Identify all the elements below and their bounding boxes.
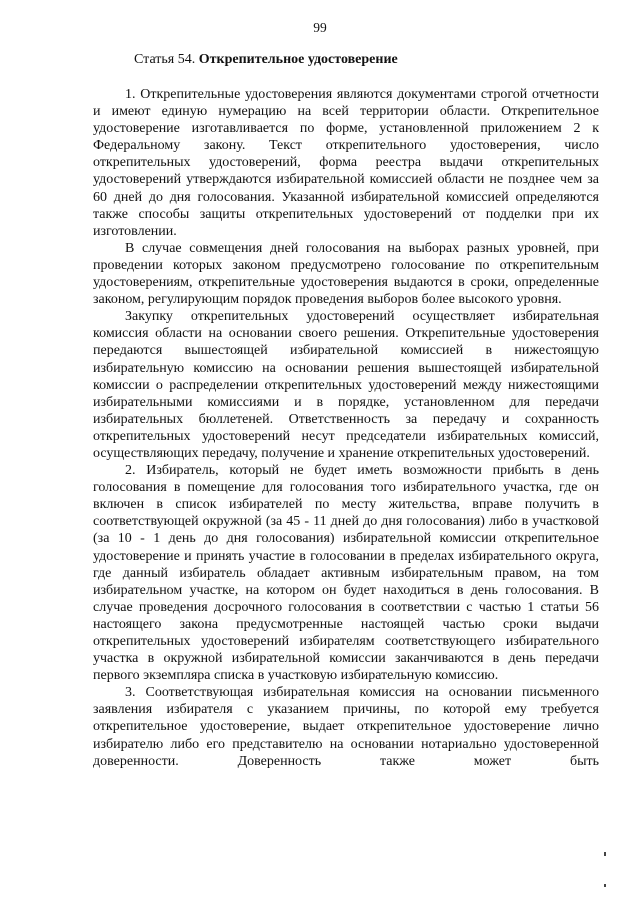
article-title: Открепительное удостоверение bbox=[198, 52, 398, 67]
article-label: Статья 54. bbox=[134, 52, 196, 67]
article-body bbox=[93, 86, 599, 770]
scan-mark bbox=[604, 852, 606, 856]
paragraph-2: В случае совмещения дней голосования на выборах разных уровней, при проведении которых законом предусмотрено голосование по открепительным удостоверениям, открепительные удостоверения выдаются в сроки, определенные законом, регулирующим порядок проведения выборов более высокого уровня. bbox=[93, 240, 599, 308]
page-number: 99 bbox=[313, 20, 327, 35]
paragraph-3: Закупку открепительных удостоверений осуществляет избирательная комиссия области на основании своего решения. Открепительные удостоверения передаются вышестоящей избирательной комиссией в нижестоящую избирательную комиссию на основании решения вышестоящей избирательной комиссии о распределении открепительных удостоверений между нижестоящими избирательными комиссиями и в порядке, установленном для передачи избирательных бюллетеней. Ответственность за передачу и сохранность открепительных удостоверений несут председатели избирательных комиссий, осуществляющих передачу, получение и хранение открепительных удостоверений. bbox=[93, 309, 599, 461]
paragraph-4: 2. Избиратель, который не будет иметь возможности прибыть в день голосования в помещение для голосования того избирательного участка, где он включен в список избирателей по месту жительства, вправе получить в соответствующей окружной (за 45 - 11 дней до дня голосования) либо в участковой (за 10 - 1 день до дня голосования) избирательной комиссии открепительное удостоверение и принять участие в голосовании в пределах избирательного округа, где данный избиратель обладает активным избирательным правом, на том избирательном участке, на котором он будет находиться в день голосования. В случае проведения досрочного голосования в соответствии с частью 1 статьи 56 настоящего закона предусмотренные настоящей частью сроки выдачи открепительных удостоверений избирателям соответствующего избирательного участка в окружной избирательной комиссии заканчиваются в день передачи первого экземпляра списка в участковую избирательную комиссию. bbox=[93, 463, 599, 684]
paragraph-5: 3. Соответствующая избирательная комиссия на основании письменного заявления избирателя с указанием причины, по которой ему требуется открепительное удостоверение, выдает открепительное удостоверение лично избирателю либо его представителю на основании нотариально удостоверенной доверенности. Доверенность также может быть bbox=[93, 685, 599, 769]
scan-mark bbox=[604, 884, 606, 887]
paragraph-1: 1. Открепительные удостоверения являются документами строгой отчетности и имеют единую нумерацию на всей территории области. Открепительное удостоверение изготавливается по форме, установленной приложением 2 к Федеральному закону. Текст открепительного удостоверения, число открепительных удостоверений, форма реестра выдачи открепительных удостоверений утверждаются избирательной комиссией области не позднее чем за 60 дней до дня голосования. Указанной избирательной комиссией определяются также способы защиты открепительных удостоверений от подделки при их изготовлении. bbox=[93, 87, 599, 239]
article-heading bbox=[134, 52, 398, 68]
